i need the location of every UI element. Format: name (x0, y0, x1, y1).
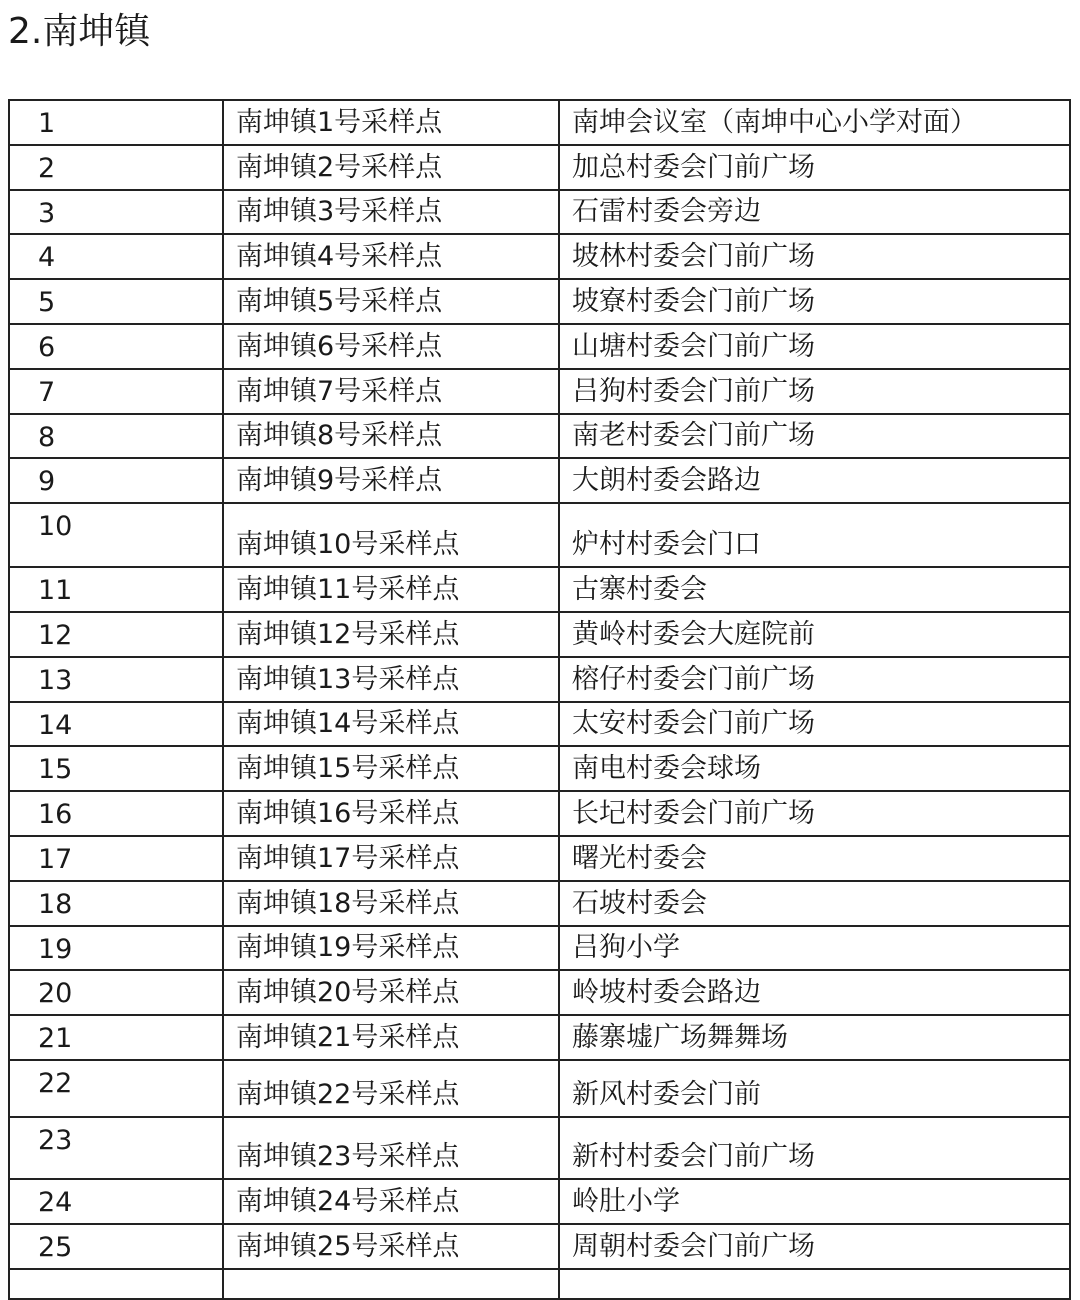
table-row (9, 1224, 1070, 1269)
sampling-point-name-cell: 南坤镇23号采样点 (223, 1117, 559, 1179)
sampling-location-cell: 坡寮村委会门前广场 (559, 279, 1070, 324)
row-number-cell: 7 (9, 369, 223, 414)
row-number-cell: 9 (9, 458, 223, 503)
row-number-cell: 25 (9, 1224, 223, 1269)
sampling-location-cell: 吕狗村委会门前广场 (559, 369, 1070, 414)
table-row (9, 926, 1070, 971)
sampling-point-name-cell: 南坤镇11号采样点 (223, 567, 559, 612)
sampling-location-cell: 周朝村委会门前广场 (559, 1224, 1070, 1269)
sampling-location-cell: 南坤会议室（南坤中心小学对面） (559, 100, 1070, 145)
sampling-location-cell: 大朗村委会路边 (559, 458, 1070, 503)
sampling-point-name-cell: 南坤镇8号采样点 (223, 414, 559, 459)
row-number-cell: 13 (9, 657, 223, 702)
row-number-cell: 20 (9, 970, 223, 1015)
table-row (9, 657, 1070, 702)
row-number-cell: 1 (9, 100, 223, 145)
sampling-point-name-cell: 南坤镇16号采样点 (223, 791, 559, 836)
sampling-location-cell: 南老村委会门前广场 (559, 414, 1070, 459)
table-row (9, 414, 1070, 459)
table-row (9, 279, 1070, 324)
table-row (9, 1015, 1070, 1060)
row-number-cell: 11 (9, 567, 223, 612)
table-row (9, 612, 1070, 657)
table-row (9, 791, 1070, 836)
table-row (9, 836, 1070, 881)
sampling-point-name-cell: 南坤镇21号采样点 (223, 1015, 559, 1060)
row-number-cell: 3 (9, 190, 223, 235)
table-row (9, 369, 1070, 414)
sampling-point-name-cell: 南坤镇9号采样点 (223, 458, 559, 503)
sampling-points-table (8, 99, 1071, 1300)
sampling-point-name-cell: 南坤镇24号采样点 (223, 1179, 559, 1224)
row-number-cell: 18 (9, 881, 223, 926)
sampling-point-name-cell: 南坤镇25号采样点 (223, 1224, 559, 1269)
row-number-cell: 23 (9, 1117, 223, 1179)
row-number-cell: 2 (9, 145, 223, 190)
sampling-point-name-cell: 南坤镇19号采样点 (223, 926, 559, 971)
row-number-cell: 8 (9, 414, 223, 459)
sampling-location-cell: 石坡村委会 (559, 881, 1070, 926)
sampling-location-cell: 坡林村委会门前广场 (559, 234, 1070, 279)
sampling-location-cell: 黄岭村委会大庭院前 (559, 612, 1070, 657)
sampling-point-name-cell: 南坤镇4号采样点 (223, 234, 559, 279)
table-row (9, 190, 1070, 235)
sampling-location-cell: 岭肚小学 (559, 1179, 1070, 1224)
row-number-cell (9, 1269, 223, 1299)
sampling-point-name-cell: 南坤镇6号采样点 (223, 324, 559, 369)
sampling-location-cell: 曙光村委会 (559, 836, 1070, 881)
sampling-location-cell: 古寨村委会 (559, 567, 1070, 612)
sampling-location-cell: 南电村委会球场 (559, 746, 1070, 791)
table-row (9, 458, 1070, 503)
row-number-cell: 6 (9, 324, 223, 369)
table-row (9, 234, 1070, 279)
table-row (9, 1269, 1070, 1299)
sampling-point-name-cell: 南坤镇1号采样点 (223, 100, 559, 145)
sampling-point-name-cell: 南坤镇12号采样点 (223, 612, 559, 657)
sampling-location-cell: 炉村村委会门口 (559, 503, 1070, 567)
row-number-cell: 15 (9, 746, 223, 791)
sampling-location-cell (559, 1269, 1070, 1299)
table-row (9, 746, 1070, 791)
sampling-point-name-cell: 南坤镇5号采样点 (223, 279, 559, 324)
row-number-cell: 17 (9, 836, 223, 881)
sampling-location-cell: 藤寨墟广场舞舞场 (559, 1015, 1070, 1060)
table-row (9, 1179, 1070, 1224)
page-title: 2.南坤镇 (8, 11, 151, 52)
sampling-point-name-cell: 南坤镇13号采样点 (223, 657, 559, 702)
sampling-point-name-cell: 南坤镇10号采样点 (223, 503, 559, 567)
table-row (9, 702, 1070, 747)
sampling-location-cell: 加总村委会门前广场 (559, 145, 1070, 190)
table-row (9, 145, 1070, 190)
table-body (9, 100, 1070, 1299)
sampling-location-cell: 新风村委会门前 (559, 1060, 1070, 1117)
sampling-point-name-cell: 南坤镇22号采样点 (223, 1060, 559, 1117)
sampling-point-name-cell: 南坤镇7号采样点 (223, 369, 559, 414)
sampling-location-cell: 山塘村委会门前广场 (559, 324, 1070, 369)
table-row (9, 881, 1070, 926)
row-number-cell: 4 (9, 234, 223, 279)
table-row (9, 1117, 1070, 1179)
sampling-location-cell: 吕狗小学 (559, 926, 1070, 971)
sampling-location-cell: 岭坡村委会路边 (559, 970, 1070, 1015)
sampling-point-name-cell: 南坤镇14号采样点 (223, 702, 559, 747)
table-row (9, 324, 1070, 369)
row-number-cell: 14 (9, 702, 223, 747)
row-number-cell: 21 (9, 1015, 223, 1060)
sampling-point-name-cell: 南坤镇2号采样点 (223, 145, 559, 190)
sampling-location-cell: 石雷村委会旁边 (559, 190, 1070, 235)
sampling-point-name-cell: 南坤镇3号采样点 (223, 190, 559, 235)
row-number-cell: 12 (9, 612, 223, 657)
table-row (9, 567, 1070, 612)
sampling-location-cell: 榕仔村委会门前广场 (559, 657, 1070, 702)
sampling-point-name-cell: 南坤镇20号采样点 (223, 970, 559, 1015)
sampling-location-cell: 长圮村委会门前广场 (559, 791, 1070, 836)
row-number-cell: 10 (9, 503, 223, 567)
sampling-location-cell: 太安村委会门前广场 (559, 702, 1070, 747)
row-number-cell: 19 (9, 926, 223, 971)
row-number-cell: 22 (9, 1060, 223, 1117)
sampling-point-name-cell: 南坤镇17号采样点 (223, 836, 559, 881)
sampling-point-name-cell: 南坤镇18号采样点 (223, 881, 559, 926)
sampling-point-name-cell (223, 1269, 559, 1299)
row-number-cell: 24 (9, 1179, 223, 1224)
table-row (9, 100, 1070, 145)
row-number-cell: 5 (9, 279, 223, 324)
table-row (9, 1060, 1070, 1117)
row-number-cell: 16 (9, 791, 223, 836)
sampling-point-name-cell: 南坤镇15号采样点 (223, 746, 559, 791)
table-row (9, 503, 1070, 567)
sampling-location-cell: 新村村委会门前广场 (559, 1117, 1070, 1179)
table-row (9, 970, 1070, 1015)
